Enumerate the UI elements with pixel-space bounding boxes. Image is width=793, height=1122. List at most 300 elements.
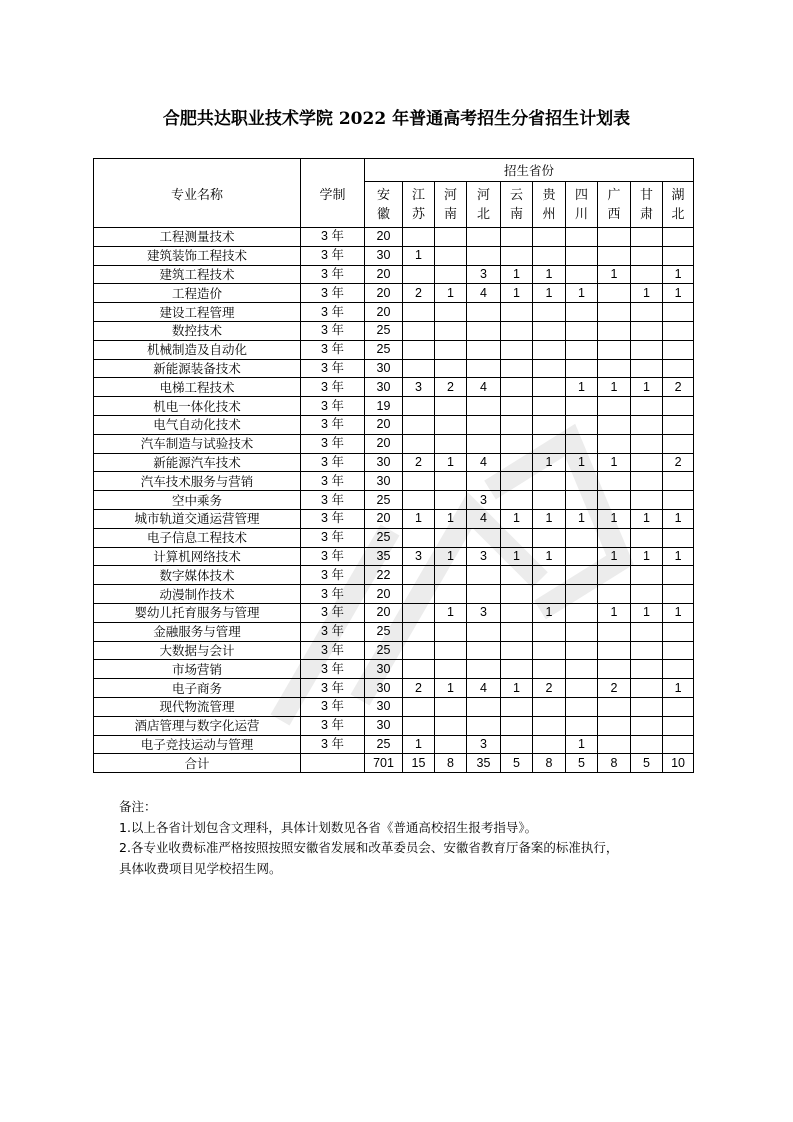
quota-cell <box>403 415 435 434</box>
quota-cell: 30 <box>365 246 403 265</box>
major-name-cell: 工程测量技术 <box>94 228 301 247</box>
quota-cell <box>631 660 663 679</box>
duration-cell: 3 年 <box>301 566 365 585</box>
quota-cell <box>566 246 598 265</box>
quota-cell: 1 <box>403 246 435 265</box>
quota-cell <box>435 735 467 754</box>
quota-cell <box>467 716 501 735</box>
quota-cell: 25 <box>365 321 403 340</box>
quota-cell <box>403 340 435 359</box>
quota-cell <box>403 622 435 641</box>
major-name-cell: 新能源汽车技术 <box>94 453 301 472</box>
quota-cell: 20 <box>365 284 403 303</box>
quota-cell: 3 <box>467 735 501 754</box>
duration-cell: 3 年 <box>301 321 365 340</box>
quota-cell: 30 <box>365 679 403 698</box>
quota-cell <box>501 491 533 510</box>
province-char-top: 广 <box>607 187 621 203</box>
table-row <box>94 265 694 284</box>
quota-cell <box>467 472 501 491</box>
quota-cell: 1 <box>435 679 467 698</box>
table-row <box>94 246 694 265</box>
major-name-cell: 大数据与会计 <box>94 641 301 660</box>
quota-cell <box>467 246 501 265</box>
total-row <box>94 754 694 773</box>
major-name-cell: 婴幼儿托育服务与管理 <box>94 603 301 622</box>
quota-cell <box>598 622 631 641</box>
quota-cell <box>566 622 598 641</box>
quota-cell: 1 <box>598 547 631 566</box>
quota-cell <box>403 434 435 453</box>
quota-cell <box>598 246 631 265</box>
quota-cell <box>663 303 694 322</box>
quota-cell <box>566 415 598 434</box>
quota-cell <box>663 622 694 641</box>
quota-cell: 30 <box>365 359 403 378</box>
quota-cell: 3 <box>403 378 435 397</box>
quota-cell <box>631 359 663 378</box>
note-line-3: 具体收费项目见学校招生网。 <box>119 860 282 876</box>
major-name-cell: 现代物流管理 <box>94 697 301 716</box>
quota-cell <box>403 641 435 660</box>
duration-cell: 3 年 <box>301 660 365 679</box>
quota-cell: 30 <box>365 660 403 679</box>
quota-cell <box>533 641 566 660</box>
quota-cell <box>631 246 663 265</box>
table-row <box>94 585 694 604</box>
quota-cell <box>435 641 467 660</box>
table-row <box>94 509 694 528</box>
quota-cell: 20 <box>365 509 403 528</box>
table-row <box>94 622 694 641</box>
quota-cell <box>533 697 566 716</box>
quota-cell <box>566 679 598 698</box>
total-quota-cell: 15 <box>403 754 435 773</box>
quota-cell: 1 <box>631 547 663 566</box>
quota-cell: 3 <box>403 547 435 566</box>
quota-cell <box>501 697 533 716</box>
duration-cell: 3 年 <box>301 697 365 716</box>
quota-cell <box>631 697 663 716</box>
quota-cell <box>467 228 501 247</box>
duration-cell: 3 年 <box>301 603 365 622</box>
quota-cell <box>467 340 501 359</box>
quota-cell <box>566 303 598 322</box>
quota-cell: 1 <box>663 265 694 284</box>
quota-cell <box>598 321 631 340</box>
quota-cell <box>533 303 566 322</box>
table-row <box>94 697 694 716</box>
province-char-bottom: 北 <box>476 206 490 222</box>
quota-cell <box>598 660 631 679</box>
quota-cell <box>533 434 566 453</box>
province-char-bottom: 州 <box>542 206 556 222</box>
quota-cell: 2 <box>435 378 467 397</box>
quota-cell <box>533 472 566 491</box>
duration-cell: 3 年 <box>301 547 365 566</box>
quota-cell <box>501 378 533 397</box>
quota-cell <box>533 378 566 397</box>
major-name-cell: 数控技术 <box>94 321 301 340</box>
quota-cell: 2 <box>403 453 435 472</box>
table-row <box>94 660 694 679</box>
quota-cell: 1 <box>566 284 598 303</box>
quota-cell <box>598 228 631 247</box>
quota-cell: 25 <box>365 735 403 754</box>
notes-heading: 备注： <box>119 799 157 814</box>
quota-cell <box>566 340 598 359</box>
quota-cell <box>533 491 566 510</box>
quota-cell <box>663 397 694 416</box>
quota-cell: 1 <box>663 603 694 622</box>
total-duration-cell <box>301 754 365 773</box>
quota-cell <box>533 660 566 679</box>
quota-cell <box>631 228 663 247</box>
quota-cell <box>631 472 663 491</box>
duration-cell: 3 年 <box>301 228 365 247</box>
table-row <box>94 566 694 585</box>
duration-cell: 3 年 <box>301 453 365 472</box>
duration-cell: 3 年 <box>301 716 365 735</box>
quota-cell <box>501 415 533 434</box>
province-char-top: 河 <box>476 187 490 203</box>
header-province <box>365 182 403 228</box>
quota-cell: 1 <box>403 735 435 754</box>
quota-cell <box>663 641 694 660</box>
quota-cell <box>533 415 566 434</box>
quota-cell <box>631 415 663 434</box>
duration-cell: 3 年 <box>301 622 365 641</box>
province-char-bottom: 川 <box>574 206 588 222</box>
quota-cell <box>501 397 533 416</box>
duration-cell: 3 年 <box>301 735 365 754</box>
quota-cell <box>501 228 533 247</box>
quota-cell <box>566 528 598 547</box>
province-char-bottom: 北 <box>671 206 685 222</box>
quota-cell <box>467 622 501 641</box>
major-name-cell: 数字媒体技术 <box>94 566 301 585</box>
quota-cell: 1 <box>663 284 694 303</box>
quota-cell <box>533 228 566 247</box>
quota-cell <box>501 641 533 660</box>
province-char-bottom: 肃 <box>639 206 653 222</box>
quota-cell <box>533 246 566 265</box>
duration-cell: 3 年 <box>301 246 365 265</box>
table-row <box>94 228 694 247</box>
table-row <box>94 679 694 698</box>
duration-cell: 3 年 <box>301 472 365 491</box>
quota-cell: 2 <box>663 453 694 472</box>
quota-cell <box>403 603 435 622</box>
major-name-cell: 机械制造及自动化 <box>94 340 301 359</box>
quota-cell: 25 <box>365 340 403 359</box>
quota-cell <box>467 566 501 585</box>
notes-section <box>119 797 618 879</box>
header-major: 专业名称 <box>94 159 301 228</box>
quota-cell <box>631 735 663 754</box>
quota-cell <box>501 359 533 378</box>
quota-cell: 20 <box>365 303 403 322</box>
table-row <box>94 378 694 397</box>
header-province <box>631 182 663 228</box>
quota-cell: 3 <box>467 265 501 284</box>
duration-cell: 3 年 <box>301 415 365 434</box>
quota-cell <box>598 716 631 735</box>
quota-cell <box>501 528 533 547</box>
quota-cell: 4 <box>467 284 501 303</box>
quota-cell: 1 <box>566 735 598 754</box>
quota-cell <box>403 303 435 322</box>
quota-cell <box>598 585 631 604</box>
quota-cell: 20 <box>365 228 403 247</box>
quota-cell <box>533 622 566 641</box>
total-quota-cell: 8 <box>533 754 566 773</box>
total-quota-cell: 8 <box>598 754 631 773</box>
quota-cell: 22 <box>365 566 403 585</box>
quota-cell <box>566 321 598 340</box>
quota-cell <box>663 660 694 679</box>
quota-cell <box>435 265 467 284</box>
table-row <box>94 547 694 566</box>
major-name-cell: 电梯工程技术 <box>94 378 301 397</box>
duration-cell: 3 年 <box>301 585 365 604</box>
quota-cell <box>631 566 663 585</box>
quota-cell <box>501 434 533 453</box>
quota-cell <box>631 397 663 416</box>
quota-cell <box>501 303 533 322</box>
quota-cell: 1 <box>663 547 694 566</box>
quota-cell <box>566 228 598 247</box>
quota-cell <box>435 716 467 735</box>
duration-cell: 3 年 <box>301 434 365 453</box>
quota-cell <box>631 679 663 698</box>
quota-cell <box>403 566 435 585</box>
quota-cell <box>631 434 663 453</box>
table-row <box>94 434 694 453</box>
quota-cell <box>533 321 566 340</box>
quota-cell <box>435 340 467 359</box>
quota-cell: 4 <box>467 378 501 397</box>
quota-cell: 2 <box>403 679 435 698</box>
quota-cell <box>501 321 533 340</box>
quota-cell <box>663 491 694 510</box>
quota-cell <box>467 359 501 378</box>
quota-cell <box>403 660 435 679</box>
quota-cell: 1 <box>631 509 663 528</box>
major-name-cell: 工程造价 <box>94 284 301 303</box>
quota-cell <box>598 641 631 660</box>
duration-cell: 3 年 <box>301 340 365 359</box>
quota-cell: 25 <box>365 491 403 510</box>
enrollment-plan-table <box>93 158 694 773</box>
quota-cell: 1 <box>435 509 467 528</box>
quota-cell: 1 <box>403 509 435 528</box>
quota-cell: 1 <box>533 284 566 303</box>
quota-cell <box>533 585 566 604</box>
quota-cell <box>501 585 533 604</box>
duration-cell: 3 年 <box>301 359 365 378</box>
quota-cell <box>435 528 467 547</box>
quota-cell: 1 <box>566 453 598 472</box>
quota-cell <box>403 359 435 378</box>
quota-cell <box>663 228 694 247</box>
quota-cell <box>663 566 694 585</box>
quota-cell <box>631 491 663 510</box>
quota-cell <box>435 321 467 340</box>
quota-cell <box>533 397 566 416</box>
note-line-1: 1.以上各省计划包含文理科，具体计划数见各省《普通高校招生报考指导》。 <box>119 819 538 835</box>
page-title: 合肥共达职业技术学院 2022 年普通高考招生分省招生计划表 <box>162 109 631 129</box>
table-row <box>94 284 694 303</box>
duration-cell: 3 年 <box>301 641 365 660</box>
major-name-cell: 新能源装备技术 <box>94 359 301 378</box>
major-name-cell: 电子商务 <box>94 679 301 698</box>
note-line-2: 2.各专业收费标准严格按照按照安徽省发展和改革委员会、安徽省教育厅备案的标准执行， <box>119 840 619 855</box>
quota-cell: 1 <box>566 378 598 397</box>
quota-cell: 1 <box>631 378 663 397</box>
quota-cell <box>435 228 467 247</box>
quota-cell <box>663 359 694 378</box>
quota-cell <box>435 415 467 434</box>
quota-cell: 1 <box>566 509 598 528</box>
quota-cell: 1 <box>663 509 694 528</box>
province-char-top: 四 <box>574 187 588 203</box>
quota-cell: 30 <box>365 472 403 491</box>
quota-cell: 1 <box>533 603 566 622</box>
province-char-top: 安 <box>376 187 390 203</box>
quota-cell: 1 <box>598 378 631 397</box>
total-quota-cell: 5 <box>566 754 598 773</box>
quota-cell <box>631 265 663 284</box>
table-row <box>94 735 694 754</box>
quota-cell <box>663 585 694 604</box>
quota-cell <box>663 321 694 340</box>
quota-cell: 1 <box>501 509 533 528</box>
quota-cell <box>631 622 663 641</box>
quota-cell: 1 <box>663 679 694 698</box>
quota-cell: 30 <box>365 378 403 397</box>
province-char-bottom: 徽 <box>376 206 390 222</box>
quota-cell <box>467 641 501 660</box>
quota-cell <box>631 528 663 547</box>
quota-cell: 2 <box>533 679 566 698</box>
quota-cell <box>598 397 631 416</box>
quota-cell: 20 <box>365 585 403 604</box>
quota-cell <box>566 603 598 622</box>
quota-cell <box>663 716 694 735</box>
major-name-cell: 汽车技术服务与营销 <box>94 472 301 491</box>
province-char-bottom: 苏 <box>411 206 425 222</box>
major-name-cell: 电气自动化技术 <box>94 415 301 434</box>
quota-cell <box>663 434 694 453</box>
quota-cell <box>435 491 467 510</box>
quota-cell <box>631 321 663 340</box>
quota-cell <box>403 585 435 604</box>
quota-cell <box>598 491 631 510</box>
quota-cell <box>566 660 598 679</box>
major-name-cell: 电子信息工程技术 <box>94 528 301 547</box>
duration-cell: 3 年 <box>301 679 365 698</box>
province-char-top: 贵 <box>542 187 556 203</box>
quota-cell: 1 <box>598 509 631 528</box>
quota-cell: 1 <box>598 453 631 472</box>
quota-cell: 25 <box>365 528 403 547</box>
quota-cell <box>631 641 663 660</box>
quota-cell <box>403 528 435 547</box>
quota-cell <box>403 397 435 416</box>
quota-cell <box>566 359 598 378</box>
quota-cell: 19 <box>365 397 403 416</box>
header-province <box>467 182 501 228</box>
duration-cell: 3 年 <box>301 491 365 510</box>
table-row <box>94 453 694 472</box>
quota-cell <box>467 528 501 547</box>
quota-cell <box>467 585 501 604</box>
table-row <box>94 716 694 735</box>
quota-cell <box>598 472 631 491</box>
duration-cell: 3 年 <box>301 378 365 397</box>
header-province <box>566 182 598 228</box>
quota-cell <box>631 453 663 472</box>
major-name-cell: 金融服务与管理 <box>94 622 301 641</box>
quota-cell <box>566 585 598 604</box>
header-province <box>501 182 533 228</box>
quota-cell <box>598 359 631 378</box>
quota-cell: 1 <box>435 453 467 472</box>
header-province <box>403 182 435 228</box>
quota-cell: 1 <box>435 284 467 303</box>
quota-cell: 1 <box>435 603 467 622</box>
header-province <box>533 182 566 228</box>
quota-cell: 1 <box>435 547 467 566</box>
major-name-cell: 电子竞技运动与管理 <box>94 735 301 754</box>
quota-cell <box>566 472 598 491</box>
quota-cell <box>566 491 598 510</box>
quota-cell: 20 <box>365 265 403 284</box>
quota-cell <box>598 340 631 359</box>
table-row <box>94 472 694 491</box>
total-quota-cell: 8 <box>435 754 467 773</box>
quota-cell <box>435 697 467 716</box>
quota-cell <box>435 359 467 378</box>
quota-cell <box>501 340 533 359</box>
major-name-cell: 建筑工程技术 <box>94 265 301 284</box>
header-duration: 学制 <box>301 159 365 228</box>
quota-cell <box>663 528 694 547</box>
quota-cell <box>533 566 566 585</box>
total-label-cell: 合计 <box>94 754 301 773</box>
quota-cell: 4 <box>467 453 501 472</box>
table-row <box>94 321 694 340</box>
quota-cell <box>598 434 631 453</box>
table-row <box>94 641 694 660</box>
quota-cell <box>566 547 598 566</box>
quota-cell: 20 <box>365 415 403 434</box>
quota-cell <box>501 453 533 472</box>
duration-cell: 3 年 <box>301 397 365 416</box>
header-province <box>435 182 467 228</box>
quota-cell <box>663 415 694 434</box>
quota-cell: 1 <box>533 547 566 566</box>
table-row <box>94 397 694 416</box>
major-name-cell: 空中乘务 <box>94 491 301 510</box>
major-name-cell: 计算机网络技术 <box>94 547 301 566</box>
quota-cell <box>631 340 663 359</box>
major-name-cell: 酒店管理与数字化运营 <box>94 716 301 735</box>
quota-cell <box>501 566 533 585</box>
quota-cell <box>566 265 598 284</box>
quota-cell: 4 <box>467 509 501 528</box>
